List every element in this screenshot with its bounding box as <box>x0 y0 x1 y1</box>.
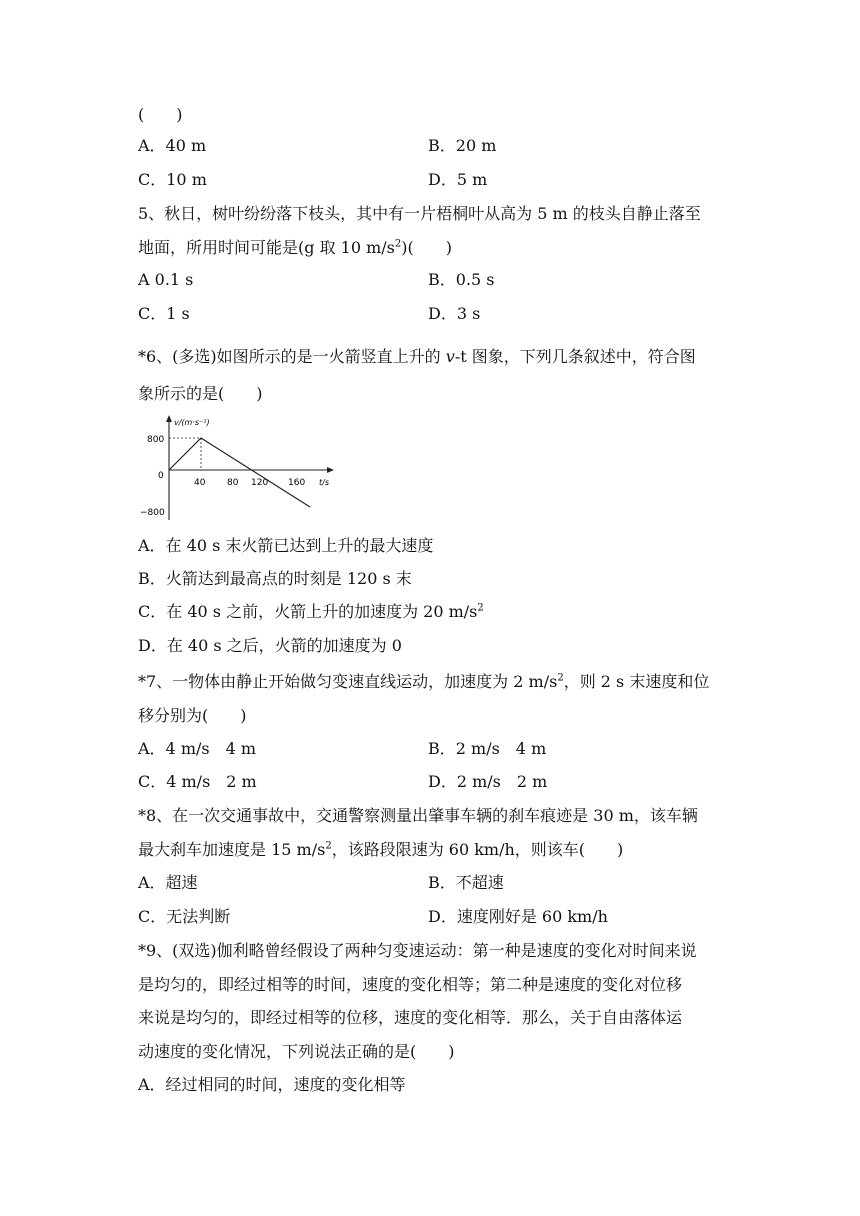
q4-option-d: D．5 m <box>428 170 488 189</box>
graph-velocity-line <box>169 438 310 507</box>
q5-stem-tail: )( ) <box>401 238 452 257</box>
q4-option-b: B．20 m <box>428 136 497 155</box>
q5-stem-text: 地面，所用时间可能是(g 取 10 m/s <box>138 238 395 257</box>
q6-stem-tail: -t 图象，下列几条叙述中，符合图 <box>454 347 696 366</box>
q9-stem-line-1: *9、(双选)伽利略曾经假设了两种匀变速运动：第一种是速度的变化对时间来说 <box>138 941 697 960</box>
q8-stem-tail: ，该路段限速为 60 km/h，则该车( ) <box>331 840 624 859</box>
q6-option-a: A．在 40 s 末火箭已达到上升的最大速度 <box>138 536 434 555</box>
q8-stem-text: 最大刹车加速度是 15 m/s <box>138 840 326 859</box>
q6-stem-line-2: 象所示的是( ) <box>138 384 263 403</box>
graph-x-tick-80: 80 <box>227 478 239 488</box>
graph-y-arrow <box>166 415 172 422</box>
q6-v-symbol: v <box>445 347 455 366</box>
vt-graph <box>138 415 338 523</box>
q8-option-d: D．速度刚好是 60 km/h <box>428 907 608 926</box>
q7-option-d: D．2 m/s 2 m <box>428 772 548 791</box>
graph-x-label: t/s <box>319 478 329 487</box>
q7-option-c: C．4 m/s 2 m <box>138 772 257 791</box>
q8-stem-line-1: *8、在一次交通事故中，交通警察测量出肇事车辆的刹车痕迹是 30 m，该车辆 <box>138 806 698 825</box>
q9-option-a: A．经过相同的时间，速度的变化相等 <box>138 1075 406 1094</box>
q7-option-b: B．2 m/s 4 m <box>428 739 547 758</box>
q6-option-c-text: C．在 40 s 之前，火箭上升的加速度为 20 m/s <box>138 602 478 621</box>
q5-superscript: 2 <box>394 238 402 250</box>
q5-option-d: D．3 s <box>428 304 481 323</box>
graph-y-tick-800: 800 <box>147 435 165 445</box>
q8-superscript: 2 <box>325 840 332 852</box>
q5-stem-line-1: 5、秋日，树叶纷纷落下枝头，其中有一片梧桐叶从高为 5 m 的枝头自静止落至 <box>138 204 701 223</box>
q8-option-b: B．不超速 <box>428 873 504 892</box>
q5-stem-line-2 <box>138 236 452 260</box>
graph-x-tick-160: 160 <box>288 478 306 488</box>
q6-stem-text: *6、(多选)如图所示的是一火箭竖直上升的 <box>138 347 446 366</box>
q7-stem-text: *7、一物体由静止开始做匀变速直线运动，加速度为 2 m/s <box>138 672 558 691</box>
q4-option-a: A．40 m <box>138 136 207 155</box>
q8-stem-line-2 <box>138 838 623 862</box>
q9-stem-line-4: 动速度的变化情况，下列说法正确的是( ) <box>138 1042 455 1061</box>
graph-y-tick-0: 0 <box>158 471 164 481</box>
q7-stem-tail: ，则 2 s 末速度和位 <box>563 672 710 691</box>
q8-option-c: C．无法判断 <box>138 907 231 926</box>
q6-option-d: D．在 40 s 之后，火箭的加速度为 0 <box>138 636 402 655</box>
q7-superscript: 2 <box>557 672 564 684</box>
q9-stem-line-3: 来说是均匀的，即经过相等的位移，速度的变化相等．那么，关于自由落体运 <box>138 1008 683 1027</box>
graph-y-label: v/(m·s⁻¹) <box>174 418 210 427</box>
q6-option-c-superscript: 2 <box>477 602 484 614</box>
graph-x-tick-40: 40 <box>194 478 206 488</box>
q7-stem-line-2: 移分别为( ) <box>138 706 247 725</box>
q5-option-b: B．0.5 s <box>428 270 495 289</box>
q9-stem-line-2: 是均匀的，即经过相等的时间，速度的变化相等；第二种是速度的变化对位移 <box>138 975 683 994</box>
q6-option-b: B．火箭达到最高点的时刻是 120 s 末 <box>138 569 412 588</box>
q7-stem-line-1 <box>138 670 709 694</box>
q5-option-c: C．1 s <box>138 304 190 323</box>
graph-y-tick-neg800: −800 <box>140 508 165 518</box>
graph-x-arrow <box>327 467 334 473</box>
q6-option-c <box>138 600 484 624</box>
q8-option-a: A．超速 <box>138 873 198 892</box>
q4-tail: ( ) <box>138 105 183 124</box>
q6-stem-line-1 <box>138 345 696 369</box>
q7-option-a: A．4 m/s 4 m <box>138 739 257 758</box>
q4-option-c: C．10 m <box>138 170 207 189</box>
q5-option-a: A 0.1 s <box>138 270 194 289</box>
graph-x-tick-120: 120 <box>251 478 269 488</box>
